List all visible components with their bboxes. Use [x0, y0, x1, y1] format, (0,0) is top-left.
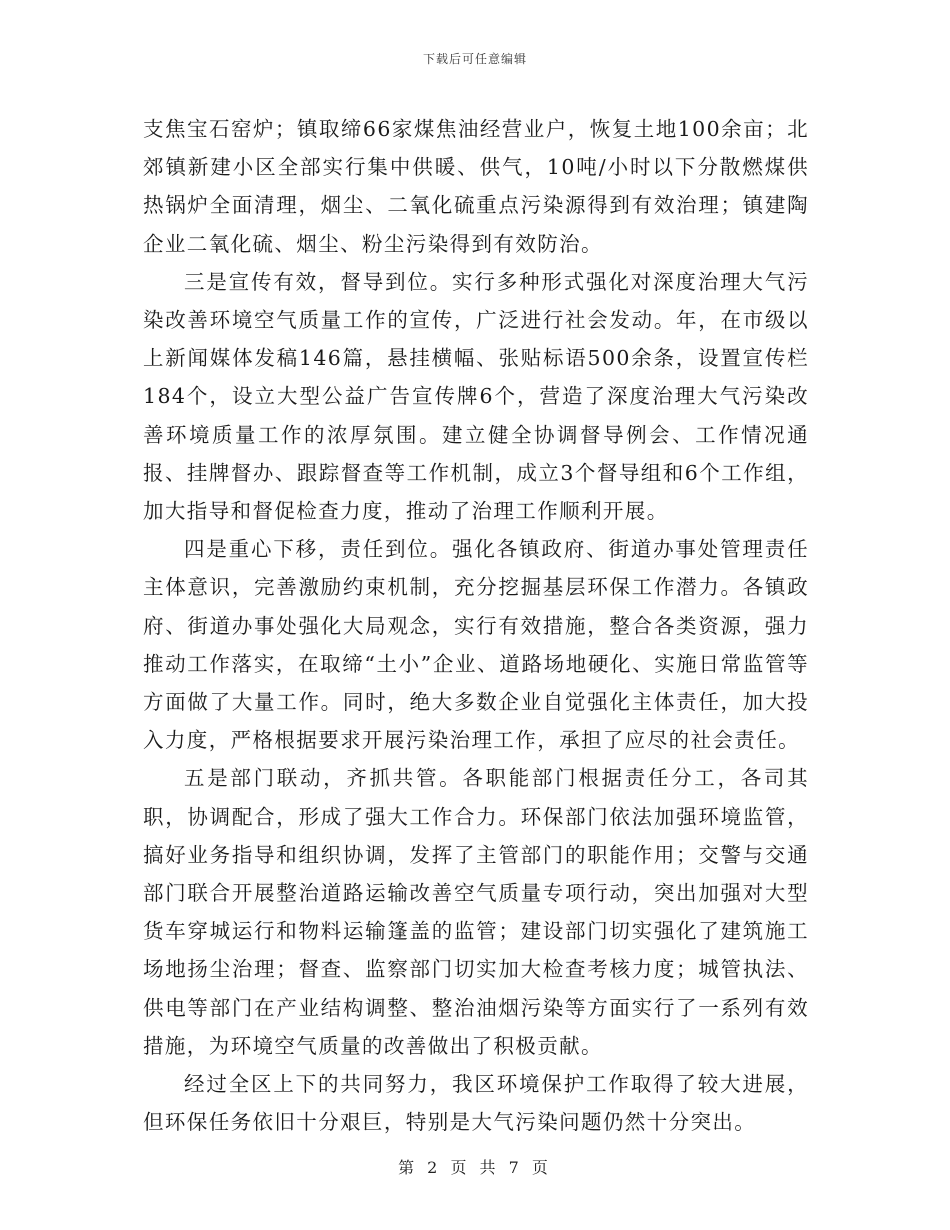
document-body [143, 110, 809, 1141]
page-number: 第 2 页 共 7 页 [398, 1158, 552, 1177]
paragraph-5: 经过全区上下的共同努力，我区环境保护工作取得了较大进展，但环保任务依旧十分艰巨，特别是大气污染问题仍然十分突出。 [143, 1072, 809, 1135]
paragraph-1: 支焦宝石窑炉；镇取缔66家煤焦油经营业户，恢复土地100余亩；北郊镇新建小区全部实行集中供暖、供气，10吨/小时以下分散燃煤供热锅炉全面清理，烟尘、二氧化硫重点污染源得到有效治理；镇建陶企业二氧化硫、烟尘、粉尘污染得到有效防治。 [143, 117, 809, 256]
paragraph-4: 五是部门联动，齐抓共管。各职能部门根据责任分工，各司其职，协调配合，形成了强大工作合力。环保部门依法加强环境监管，搞好业务指导和组织协调，发挥了主管部门的职能作用；交警与交通部门联合开展整治道路运输改善空气质量专项行动，突出加强对大型货车穿城运行和物料运输篷盖的监管；建设部门切实强化了建筑施工场地扬尘治理；督查、监察部门切实加大检查考核力度；城管执法、供电等部门在产业结构调整、整治油烟污染等方面实行了一系列有效措施，为环境空气质量的改善做出了积极贡献。 [143, 766, 809, 1058]
page-header-note: 下载后可任意编辑 [422, 52, 527, 66]
paragraph-3: 四是重心下移，责任到位。强化各镇政府、街道办事处管理责任主体意识，完善激励约束机制，充分挖掘基层环保工作潜力。各镇政府、街道办事处强化大局观念，实行有效措施，整合各类资源，强力推动工作落实，在取缔“土小”企业、道路场地硬化、实施日常监管等方面做了大量工作。同时，绝大多数企业自觉强化主体责任，加大投入力度，严格根据要求开展污染治理工作，承担了应尽的社会责任。 [143, 537, 809, 753]
paragraph-2: 三是宣传有效，督导到位。实行多种形式强化对深度治理大气污染改善环境空气质量工作的宣传，广泛进行社会发动。年，在市级以上新闻媒体发稿146篇，悬挂横幅、张贴标语500余条，设置宣传栏184个，设立大型公益广告宣传牌6个，营造了深度治理大气污染改善环境质量工作的浓厚氛围。建立健全协调督导例会、工作情况通报、挂牌督办、跟踪督查等工作机制，成立3个督导组和6个工作组，加大指导和督促检查力度，推动了治理工作顺利开展。 [143, 269, 809, 524]
